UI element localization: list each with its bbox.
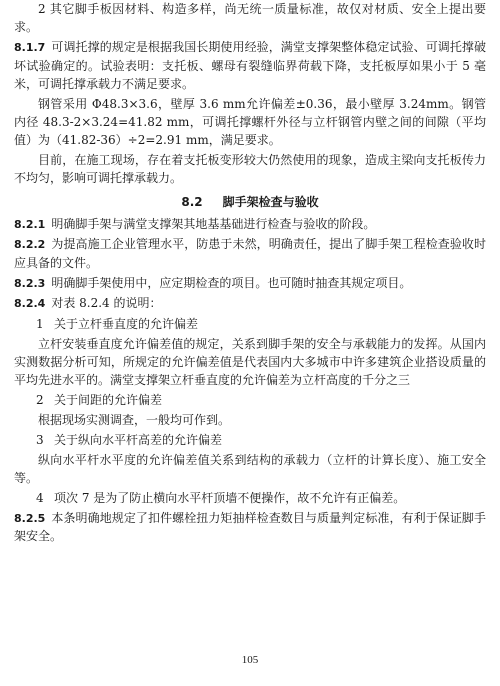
list-item-spacing (14, 391, 486, 409)
item-number: 2 (36, 392, 44, 407)
clause-8-2-3 (14, 274, 486, 293)
clause-text: 对表 8.2.4 的说明： (51, 296, 162, 310)
item-title: 关于间距的允许偏差 (54, 392, 163, 407)
paragraph-height-difference-body: 纵向水平杆水平度的允许偏差值关系到结构的承载力（立杆的计算长度）、施工安全等。 (14, 452, 486, 485)
item-number: 1 (36, 316, 44, 331)
clause-text: 明确脚手架与满堂支撑架其地基基础进行检查与验收的阶段。 (51, 216, 376, 231)
clause-number: 8.2.2 (14, 238, 46, 251)
clause-number: 8.2.4 (14, 297, 46, 310)
clause-text: 可调托撑的规定是根据我国长期使用经验，满堂支撑架整体稳定试验、可调托撑破坏试验确定的。试验表明：支托板、螺母有裂缝临界荷载下降，支托板厚如果小于 5 毫米，可调托撑承载力不满足要求。 (14, 40, 486, 91)
document-page (14, 0, 486, 545)
item-title: 关于纵向水平杆高差的允许偏差 (54, 432, 223, 447)
clause-8-2-2 (14, 235, 486, 272)
section-number: 8.2 (181, 194, 203, 209)
paragraph-steel-tube: 钢管采用 Φ48.3×3.6，壁厚 3.6 mm允许偏差±0.36，最小壁厚 3.24mm。钢管内径 48.3-2×3.24=41.82 mm，可调托撑螺杆外径与立杆钢管内壁之间的间隙（平均值）为（41.82-36）÷2=2.91 mm，满足要求。 (14, 96, 486, 147)
clause-text: 为提高施工企业管理水平，防患于未然，明确责任，提出了脚手架工程检查验收时应具备的文件。 (14, 237, 486, 270)
paragraph-verticality-body: 立杆安装垂直度允许偏差值的规定，关系到脚手架的安全与承载能力的发挥。从国内实测数据分析可知，所规定的允许偏差值是代表国内大多城市中许多建筑企业搭设质量的平均先进水平的。满堂支撑架立杆垂直度的允许偏差为立杆高度的千分之三 (14, 336, 486, 387)
item-title: 项次 7 是为了防止横向水平杆顶墙不便操作，故不允许有正偏差。 (54, 490, 406, 505)
clause-number: 8.2.5 (14, 511, 46, 525)
item-title: 关于立杆垂直度的允许偏差 (54, 316, 199, 331)
section-title: 脚手架检查与验收 (222, 194, 319, 209)
item-number: 4 (36, 490, 44, 505)
clause-number: 8.2.1 (14, 217, 46, 231)
clause-8-2-1 (14, 215, 486, 234)
clause-8-2-5 (14, 509, 486, 546)
list-item-verticality (14, 315, 486, 333)
clause-text: 明确脚手架使用中，应定期检查的项目。也可随时抽查其规定项目。 (51, 275, 412, 290)
paragraph-current-situation: 目前，在施工现场，存在着支托板变形较大仍然使用的现象，造成主梁向支托板传力不均匀，影响可调托撑承载力。 (14, 152, 486, 185)
paragraph-spacing-body: 根据现场实测调查，一般均可作到。 (38, 412, 231, 427)
paragraph-board-materials: 2 其它脚手板因材料、构造多样，尚无统一质量标准，故仅对材质、安全上提出要求。 (14, 2, 486, 34)
list-item-height-difference (14, 431, 486, 449)
clause-8-2-4 (14, 294, 486, 313)
item-number: 3 (36, 432, 44, 447)
clause-number: 8.2.3 (14, 276, 46, 290)
clause-8-1-7 (14, 38, 486, 93)
list-item-item-7 (14, 489, 486, 507)
clause-text: 本条明确地规定了扣件螺栓扭力矩抽样检查数目与质量判定标准，有利于保证脚手架安全。 (14, 510, 486, 543)
section-heading (14, 193, 486, 211)
page-number: 105 (241, 654, 259, 666)
clause-number: 8.1.7 (14, 41, 46, 54)
